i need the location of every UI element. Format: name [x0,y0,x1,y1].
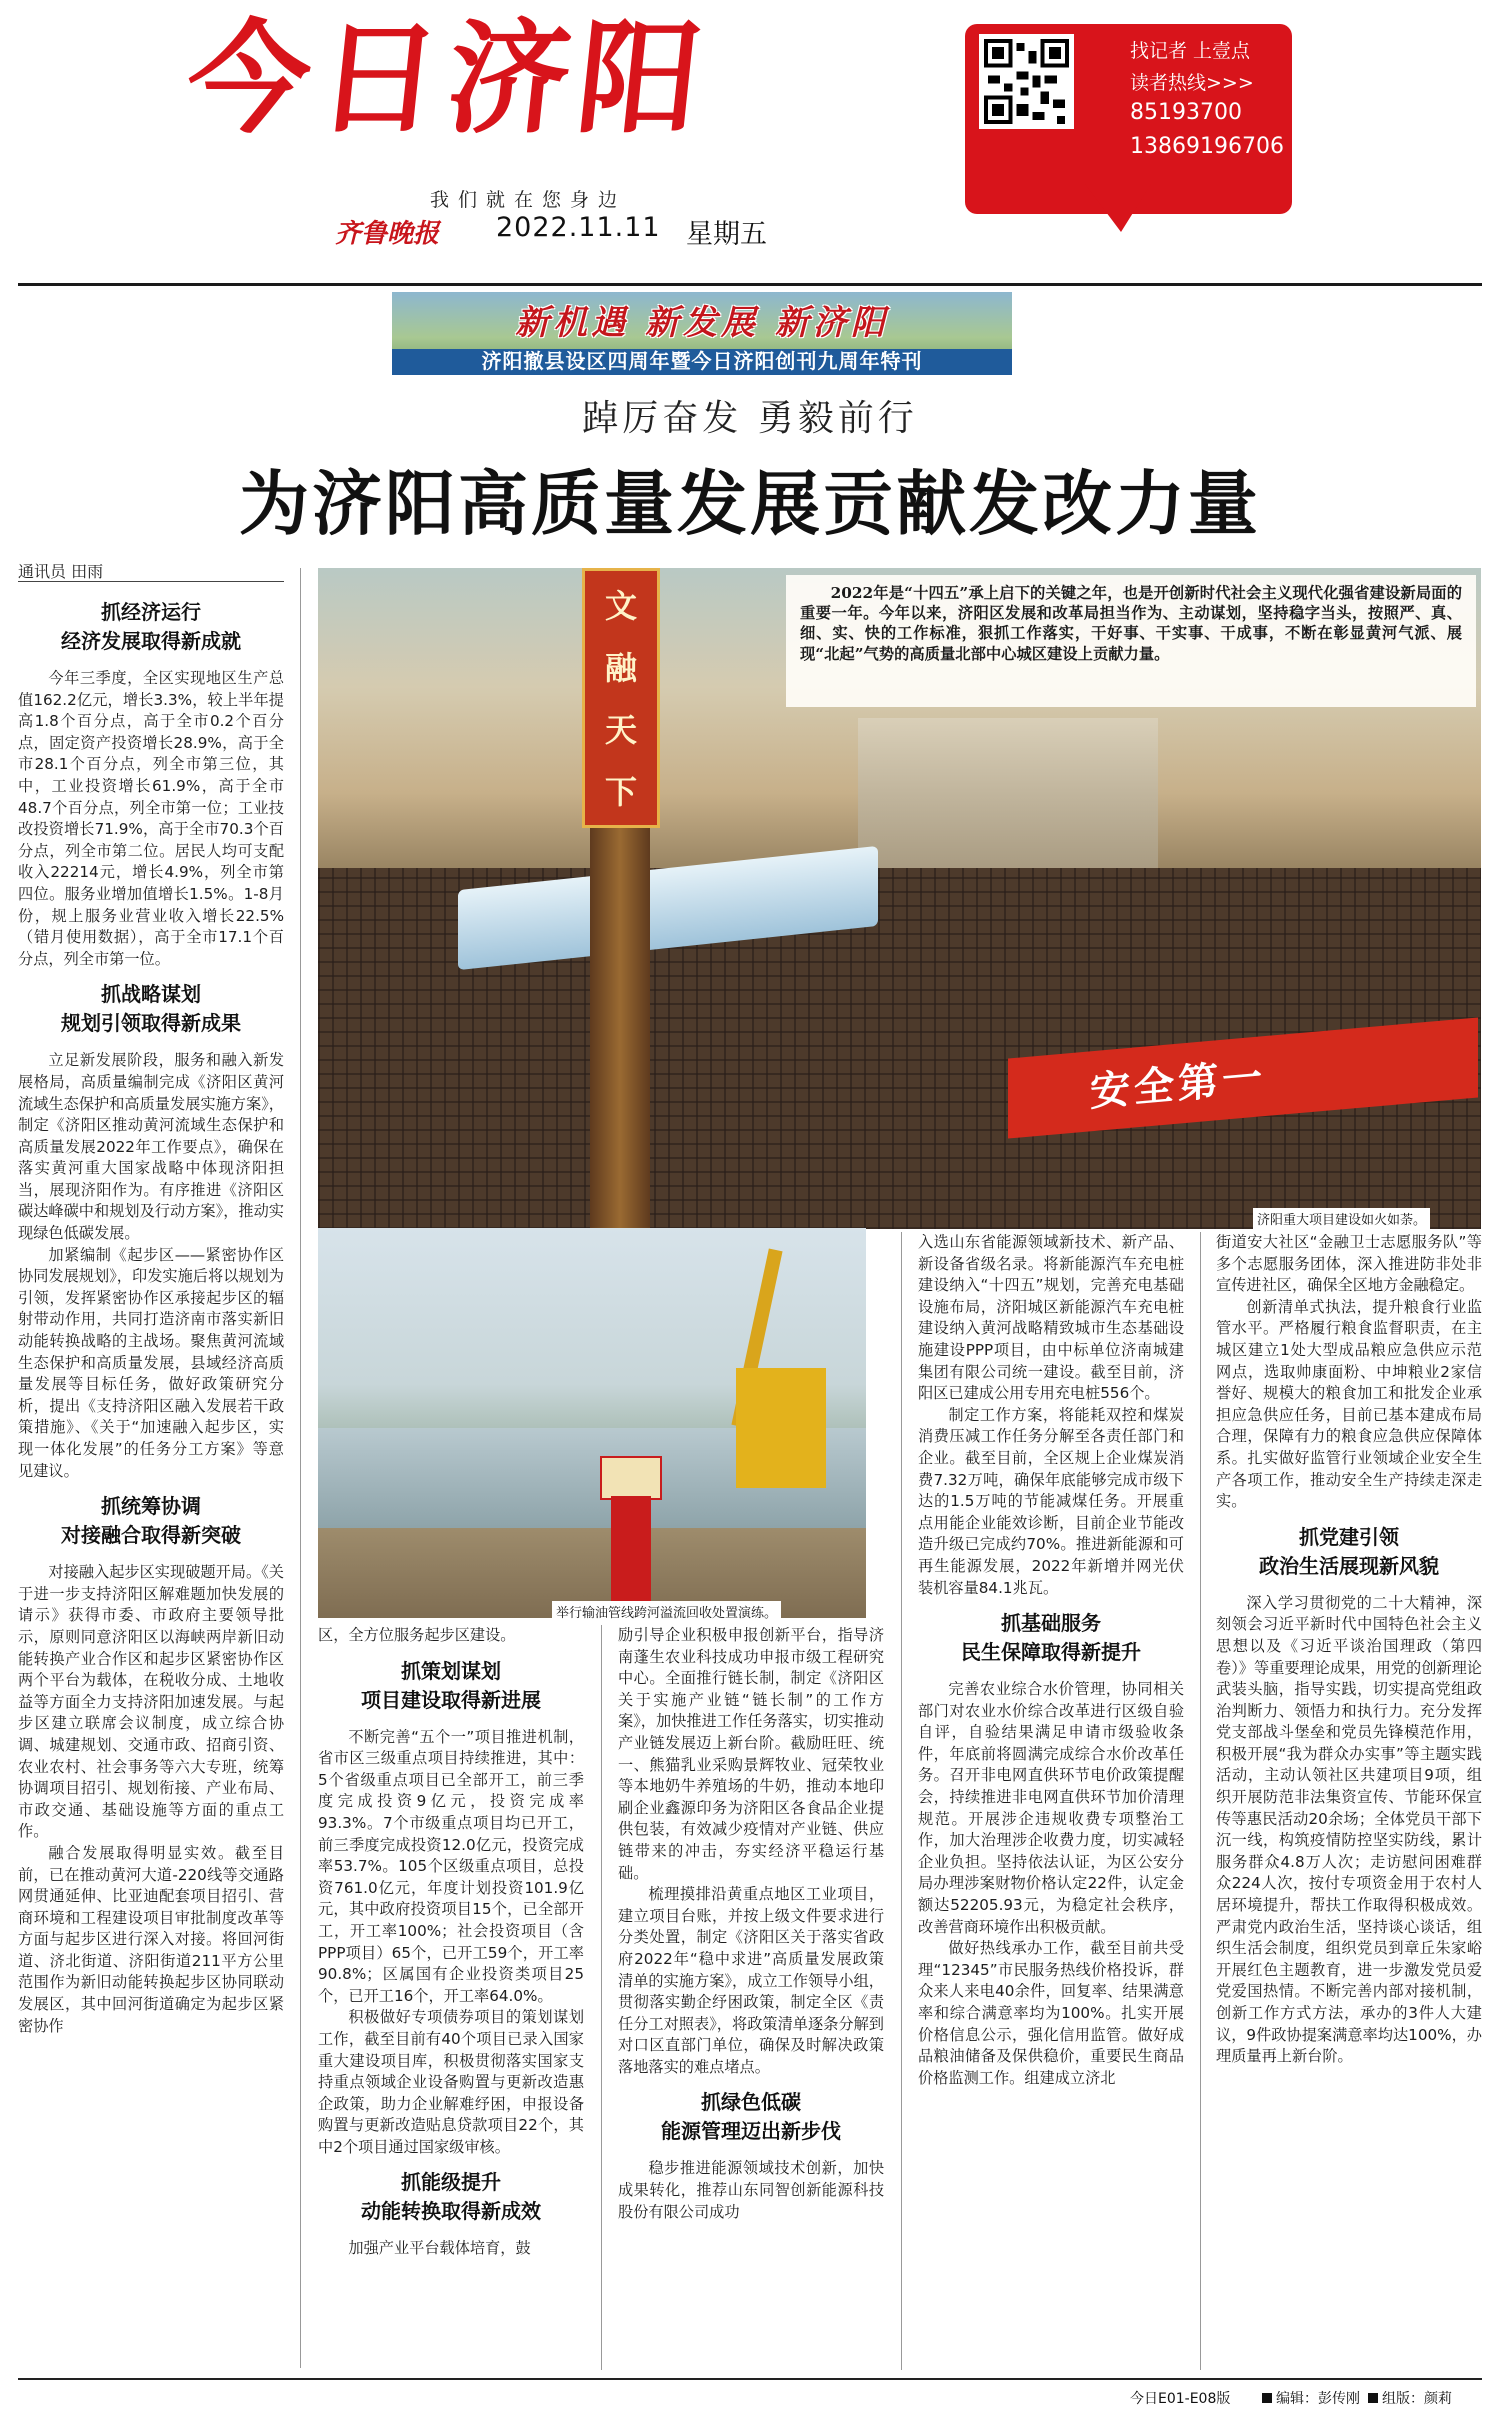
section-heading: 抓基础服务 民生保障取得新提升 [961,1611,1141,1665]
hotline-phone-1[interactable]: 85193700 [1130,100,1242,125]
section-heading: 抓绿色低碳 能源管理迈出新步伐 [661,2090,841,2144]
masthead-divider [18,283,1482,286]
tower-sign-char: 天 [604,711,637,749]
footer-page-range: 今日E01-E08版 [1130,2391,1231,2407]
byline-rule [18,581,284,582]
hotline-phone-2[interactable]: 13869196706 [1130,134,1284,159]
section-heading: 抓策划谋划 项目建设取得新进展 [361,1658,541,1712]
special-issue-banner [392,292,1012,375]
masthead-slogan: 我们就在您身边 [430,189,627,211]
hotline-label: 读者热线>>> [1130,72,1254,94]
hotline-slogan: 找记者 上壹点 [1130,40,1251,62]
photo-pipeline-marker [611,1496,651,1606]
paper-name-logo: 齐鲁晚报 [335,219,440,249]
photo-building [858,718,1158,888]
banner-slogan: 新机遇 新发展 新济阳 [515,303,889,343]
reader-hotline-box [965,24,1292,214]
paragraph: 积极做好专项债券项目的策划谋划工作，截至目前有40个项目已录入国家重大建设项目库，积极贯彻落实国家支持重点领域企业设备购置与更新改造惠企政策，助力企业解难纾困，申报设备购置与更新改造贴息贷款项目22个，其中2个项目通过国家级审核。 [318,2008,584,2156]
main-photo-caption: 济阳重大项目建设如火如荼。 [1253,1208,1430,1229]
paragraph: 励引导企业积极申报创新平台，指导济南蓬生农业科技成功申报市级工程研究中心。全面推行链长制，制定《济阳区关于实施产业链“链长制”的工作方案》，加快推进工作任务落实，切实推动产业链发展迈上新台阶。截励旺旺、统一、熊猫乳业采购景辉牧业、冠荣牧业等本地奶牛养殖场的牛奶，推动本地印刷企业鑫源印务为济阳区各食品企业提供包装，有效减少疫情对产业链、供应链带来的冲击，夯实经济平稳运行基础。 [618,1626,884,1882]
column-divider [601,1625,602,2370]
section-heading: 抓能级提升 动能转换取得新成效 [361,2170,541,2224]
text-column-2 [318,1625,584,2370]
footer-layout-editor: 组版：颜莉 [1368,2388,1452,2408]
paragraph: 创新清单式执法，提升粮食行业监管水平。严格履行粮食监督职责，在主城区建立1处大型成品粮应急供应示范网点，选取帅康面粉、中坤粮业2家信誉好、规模大的粮食加工和批发企业承担应急供应任务，目前已基本建成布局合理，保障有力的粮食应急供应保障体系。扎实做好监管行业领域企业安全生产各项工作，推动安全生产持续走深走实。 [1216,1297,1482,1511]
text-column-3 [618,1625,884,2370]
paragraph: 区，全方位服务起步区建设。 [318,1626,516,1644]
text-column-5 [1216,1232,1482,2370]
column-divider [300,568,301,2368]
section-heading: 抓战略谋划 规划引领取得新成果 [61,982,241,1036]
qr-code-icon[interactable] [979,34,1074,129]
paragraph: 对接融入起步区实现破题开局。《关于进一步支持济阳区解难题加快发展的请示》获得市委、市政府主要领导批示，原则同意济阳区以海峡两岸新旧动能转换产业合作区和起步区紧密协作区两个平台为载体，在税收分成、土地收益等方面全力支持济阳加速发展。与起步区建立联席会议制度，成立综合协调、城建规划、交通市政、招商引资、农业农村、社会事务等六大专班，统筹协调项目招引、规划衔接、产业布局、市政交通、基础设施等方面的重点工作。 [18,1563,284,1841]
paragraph: 稳步推进能源领域技术创新，加快成果转化，推荐山东同智创新能源科技股份有限公司成功 [618,2159,884,2221]
paragraph: 立足新发展阶段，服务和融入新发展格局，高质量编制完成《济阳区黄河流域生态保护和高质量发展实施方案》，制定《济阳区推动黄河流域生态保护和高质量发展2022年工作要点》，确保在落实黄河重大国家战略中体现济阳担当，展现济阳作为。有序推进《济阳区碳达峰碳中和规划及行动方案》，推动实现绿色低碳发展。 [18,1051,284,1243]
paragraph: 完善农业综合水价管理，协同相关部门对农业水价综合改革进行区级自验自评，自验结果满足申请市级验收条件，年底前将圆满完成综合水价改革任务。召开非电网直供环节电价政策提醒会，持续推进非电网直供环节加价清理规范。开展涉企违规收费专项整治工作，加大治理涉企收费力度，切实减轻企业负担。坚持依法认证，为区公安分局办理涉案财物价格认定22件，认定金额达52205.93元，为稳定社会秩序，改善营商环境作出积极贡献。 [918,1680,1184,1936]
photo-safety-text: 安全第一 [1090,1054,1266,1116]
paragraph: 不断完善“五个一”项目推进机制，省市区三级重点项目持续推进，其中：5个省级重点项目已全部开工，前三季度完成投资9亿元，投资完成率93.3%。7个市级重点项目均已开工，前三季度完成投资12.0亿元，投资完成率53.7%。105个区级重点项目，总投资761.0亿元，年度计划投资101.9亿元，其中政府投资项目15个，已全部开工，开工率100%；社会投资项目（含PPP项目）65个，已开工59个，开工率90.8%；区属国有企业投资类项目25个，已开工16个，开工率64.0%。 [318,1727,584,2005]
article-headline: 为济阳高质量发展贡献发改力量 [239,462,1261,545]
paragraph: 梳理摸排沿黄重点地区工业项目，建立项目台账，并按上级文件要求进行分类处置，制定《济阳区关于落实省政府2022年“稳中求进”高质量发展政策清单的实施方案》，成立工作领导小组，贯彻落实勤企纾困政策，制定全区《责任分工对照表》，将政策清单逐条分解到对口区直部门单位，确保及时解决政策落地落实的难点堵点。 [618,1885,884,2076]
footer-editor: 编辑：彭传刚 [1262,2388,1360,2408]
column-divider [901,1232,902,2370]
text-column-1 [18,588,284,2368]
paragraph: 融合发展取得明显实效。截至目前，已在推动黄河大道-220线等交通路网贯通延伸、比亚迪配套项目招引、营商环境和工程建设项目审批制度改革等方面与起步区进行深入对接。将回河街道、济北街道、济阳街道211平方公里范围作为新旧动能转换起步区协同联动发展区，其中回河街道确定为起步区紧密协作 [18,1843,284,2035]
drill-photo-caption: 举行输油管线跨河溢流回收处置演练。 [552,1601,781,1622]
article-intro: 2022年是“十四五”承上启下的关键之年，也是开创新时代社会主义现代化强省建设新局面的重要一年。今年以来，济阳区发展和改革局担当作为、主动谋划，坚持稳字当头，按照严、真、细、实、快的工作标准，狠抓工作落实，干好事、干实事、干成事，不断在彰显黄河气派、展现“北起”气势的高质量北部中心城区建设上贡献力量。 [786,575,1476,707]
square-bullet-icon [1368,2393,1378,2403]
banner-subtitle: 济阳撤县设区四周年暨今日济阳创刊九周年特刊 [481,349,923,373]
tower-sign-char: 文 [604,587,637,625]
column-divider [1200,1232,1201,2370]
byline: 通讯员 田雨 [18,562,104,581]
photo-tower-sign [582,568,660,828]
paragraph: 入选山东省能源领域新技术、新产品、新设备省级名录。将新能源汽车充电桩建设纳入“十四五”规划，完善充电基础设施布局，济阳城区新能源汽车充电桩建设纳入黄河战略精致城市生态基础设施建设PPP项目，由中标单位济南城建集团有限公司统一建设。截至目前，济阳区已建成公用专用充电桩556个。 [918,1233,1184,1403]
photo-pipeline-sign [600,1456,662,1500]
square-bullet-icon [1262,2393,1272,2403]
paragraph: 加强产业平台载体培育，鼓 [348,2239,531,2258]
section-heading: 抓经济运行 经济发展取得新成就 [61,600,241,653]
paragraph: 制定工作方案，将能耗双控和煤炭消费压减工作任务分解至各责任部门和企业。截至目前，全区规上企业煤炭消费7.32万吨，确保年底能够完成市级下达的1.5万吨的节能减煤任务。开展重点用能企业能效诊断，目前企业节能改造升级已完成约70%。推进新能源和可再生能源发展，2022年新增并网光伏装机容量84.1兆瓦。 [918,1405,1184,1597]
paragraph: 街道安大社区“金融卫士志愿服务队”等多个志愿服务团体，深入推进防非处非宣传进社区，确保全区地方金融稳定。 [1216,1233,1482,1295]
masthead [0,0,1500,260]
article-kicker: 踔厉奋发 勇毅前行 [582,398,918,439]
section-heading: 抓党建引领 政治生活展现新风貌 [1259,1524,1439,1578]
text-column-4 [918,1232,1184,2370]
issue-weekday: 星期五 [686,219,767,250]
masthead-title: 今日济阳 [180,8,716,150]
paragraph: 做好热线承办工作，截至目前共受理“12345”市民服务热线价格投诉，群众来人来电40余件，回复率、结果满意率和综合满意率均为100%。扎实开展价格信息公示，强化信用监管。做好成品粮油储备及保供稳价，重要民生商品价格监测工作。组建成立济北 [918,1939,1184,2087]
paragraph: 加紧编制《起步区——紧密协作区协同发展规划》，印发实施后将以规划为引领，发挥紧密协作区承接起步区的辐射带动作用，共同打造济南市落实新旧动能转换战略的主战场。聚焦黄河流域生态保护和高质量发展，县域经济高质量发展等目标任务，做好政策研究分析，提出《支持济阳区融入发展若干政策措施》、《关于“加速融入起步区，实现一体化发展”的任务分工方案》等意见建议。 [18,1245,284,1480]
tower-sign-char: 下 [604,773,637,811]
footer-rule [18,2378,1482,2380]
photo-crane [736,1368,826,1488]
paragraph: 深入学习贯彻党的二十大精神，深刻领会习近平新时代中国特色社会主义思想以及《习近平谈治国理政（第四卷）》等重要理论成果，用党的创新理论武装头脑，指导实践，切实提高党组政治判断力、领悟力和执行力。充分发挥党支部战斗堡垒和党员先锋模范作用，积极开展“我为群众办实事”等主题实践活动，主动认领社区共建项目9项，组织开展防范非法集资宣传、节能环保宣传等惠民活动20余场；全体党员干部下沉一线，构筑疫情防控坚实防线，累计服务群众4.8万人次；走访慰问困难群众224人次，按付专项资金用于农村人居环境提升，帮扶工作取得积极成效。严肃党内政治生活，坚持谈心谈话，组织生活会制度，组织党员到章丘朱家峪开展红色主题教育，进一步激发党员爱党爱国热情。不断完善内部对接机制，创新工作方式方法，承办的3件人大建议，9件政协提案满意率均达100%，办理质量再上新台阶。 [1216,1593,1482,2066]
paragraph: 今年三季度，全区实现地区生产总值162.2亿元，增长3.3%，较上半年提高1.8个百分点，高于全市0.2个百分点，固定资产投资增长28.9%，高于全市28.1个百分点，列全市第三位，其中，工业投资增长61.9%，高于全市48.7个百分点，列全市第一位；工业技改投资增长71.9%，高于全市70.3个百分点，列全市第二位。居民人均可支配收入22214元，增长4.9%，列全市第四位。服务业增加值增长1.5%。1-8月份，规上服务业营业收入增长22.5%（错月使用数据），高于全市17.1个百分点，列全市第一位。 [18,669,284,968]
section-heading: 抓统筹协调 对接融合取得新突破 [61,1494,241,1548]
tower-sign-char: 融 [604,649,637,687]
drill-photo [318,1228,866,1618]
issue-date: 2022.11.11 [496,212,661,243]
